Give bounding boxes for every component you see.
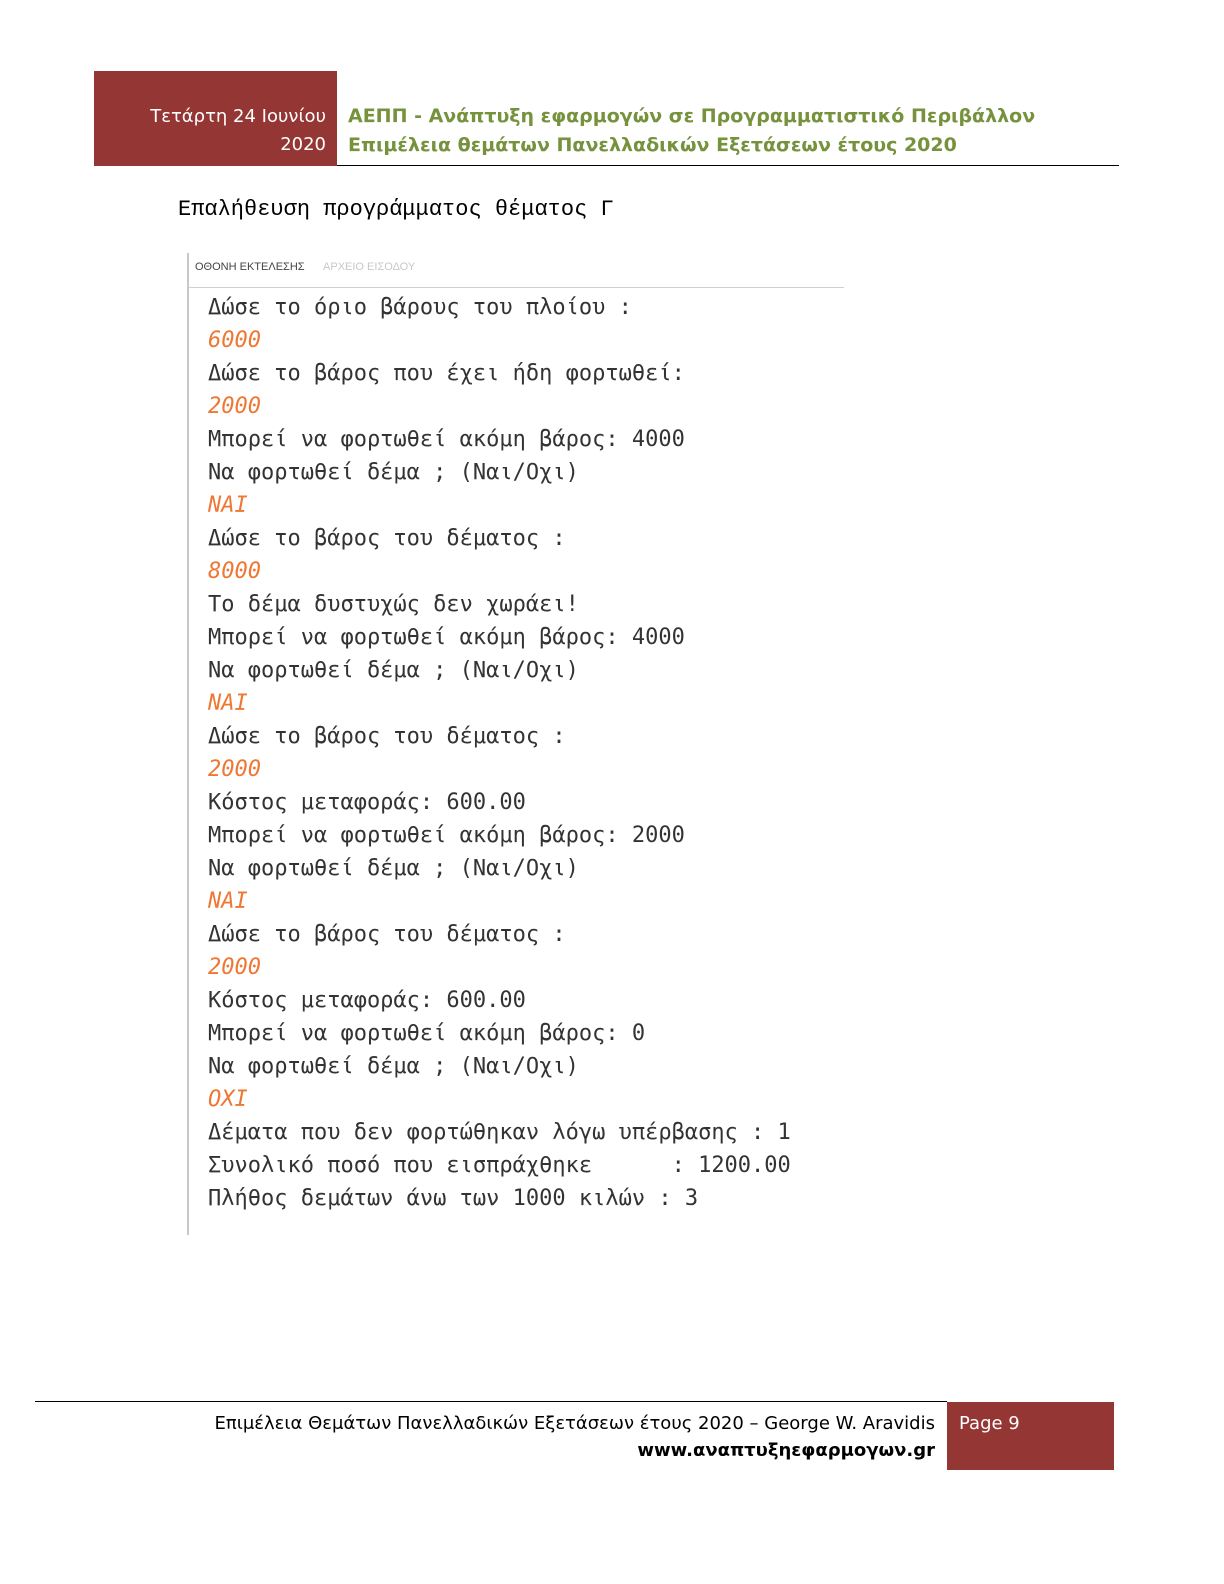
output-line: Δέματα που δεν φορτώθηκαν λόγω υπέρβασης : 1 bbox=[208, 1120, 791, 1145]
page-number-box bbox=[947, 1402, 1114, 1470]
execution-tabs-divider bbox=[189, 287, 844, 288]
header-date-line1: Τετάρτη 24 Ιουνίου bbox=[150, 106, 326, 127]
output-line-user-input: 2000 bbox=[208, 757, 261, 782]
output-line-user-input: ΝΑΙ bbox=[208, 889, 248, 914]
output-line: Δώσε το όριο βάρους του πλοίου : bbox=[208, 295, 632, 320]
output-line-user-input: ΝΑΙ bbox=[208, 493, 248, 518]
output-line-user-input: 2000 bbox=[208, 394, 261, 419]
header-title-line1: ΑΕΠΠ - Ανάπτυξη εφαρμογών σε Προγραμματιστικό Περιβάλλον bbox=[348, 105, 1036, 127]
output-line-user-input: 6000 bbox=[208, 328, 261, 353]
output-line-user-input: ΟΧΙ bbox=[208, 1087, 248, 1112]
footer-divider bbox=[35, 1401, 947, 1402]
tab-execution-screen[interactable]: ΟΘΟΝΗ ΕΚΤΕΛΕΣΗΣ bbox=[195, 261, 305, 273]
header-divider bbox=[337, 165, 1119, 166]
execution-output bbox=[208, 291, 791, 1215]
page-number: Page 9 bbox=[959, 1413, 1020, 1434]
output-line-user-input: ΝΑΙ bbox=[208, 691, 248, 716]
output-line: Να φορτωθεί δέμα ; (Ναι/Οχι) bbox=[208, 1054, 579, 1079]
output-line: Κόστος μεταφοράς: 600.00 bbox=[208, 790, 526, 815]
header-title bbox=[348, 102, 1118, 160]
output-line-user-input: 2000 bbox=[208, 955, 261, 980]
section-heading: Επαλήθευση προγράμματος θέματος Γ bbox=[178, 197, 614, 222]
tab-input-file[interactable]: ΑΡΧΕΙΟ ΕΙΣΟΔΟΥ bbox=[323, 261, 416, 273]
output-line: Μπορεί να φορτωθεί ακόμη βάρος: 0 bbox=[208, 1021, 646, 1046]
output-line: Δώσε το βάρος του δέματος : bbox=[208, 526, 566, 551]
execution-tabs bbox=[195, 261, 415, 273]
output-line: Δώσε το βάρος που έχει ήδη φορτωθεί: bbox=[208, 361, 685, 386]
output-line: Πλήθος δεμάτων άνω των 1000 κιλών : 3 bbox=[208, 1186, 699, 1211]
footer-text bbox=[215, 1410, 935, 1464]
output-line: Μπορεί να φορτωθεί ακόμη βάρος: 4000 bbox=[208, 625, 685, 650]
output-line: Δώσε το βάρος του δέματος : bbox=[208, 922, 566, 947]
output-line: Μπορεί να φορτωθεί ακόμη βάρος: 4000 bbox=[208, 427, 685, 452]
output-line: Συνολικό ποσό που εισπράχθηκε : 1200.00 bbox=[208, 1153, 791, 1178]
footer-credits: Επιμέλεια Θεμάτων Πανελλαδικών Εξετάσεων έτους 2020 – George W. Aravidis bbox=[214, 1413, 935, 1434]
output-line: Δώσε το βάρος του δέματος : bbox=[208, 724, 566, 749]
header-date-line2: 2020 bbox=[280, 134, 326, 155]
output-line: Να φορτωθεί δέμα ; (Ναι/Οχι) bbox=[208, 658, 579, 683]
header-title-line2: Επιμέλεια θεμάτων Πανελλαδικών Εξετάσεων έτους 2020 bbox=[348, 134, 957, 156]
output-line: Να φορτωθεί δέμα ; (Ναι/Οχι) bbox=[208, 856, 579, 881]
output-line: Να φορτωθεί δέμα ; (Ναι/Οχι) bbox=[208, 460, 579, 485]
header-date-box bbox=[94, 71, 337, 166]
footer-website: www.αναπτυξηεφαρμογων.gr bbox=[637, 1440, 935, 1461]
output-line: Το δέμα δυστυχώς δεν χωράει! bbox=[208, 592, 579, 617]
output-line-user-input: 8000 bbox=[208, 559, 261, 584]
execution-screen bbox=[187, 253, 844, 1235]
output-line: Μπορεί να φορτωθεί ακόμη βάρος: 2000 bbox=[208, 823, 685, 848]
output-line: Κόστος μεταφοράς: 600.00 bbox=[208, 988, 526, 1013]
